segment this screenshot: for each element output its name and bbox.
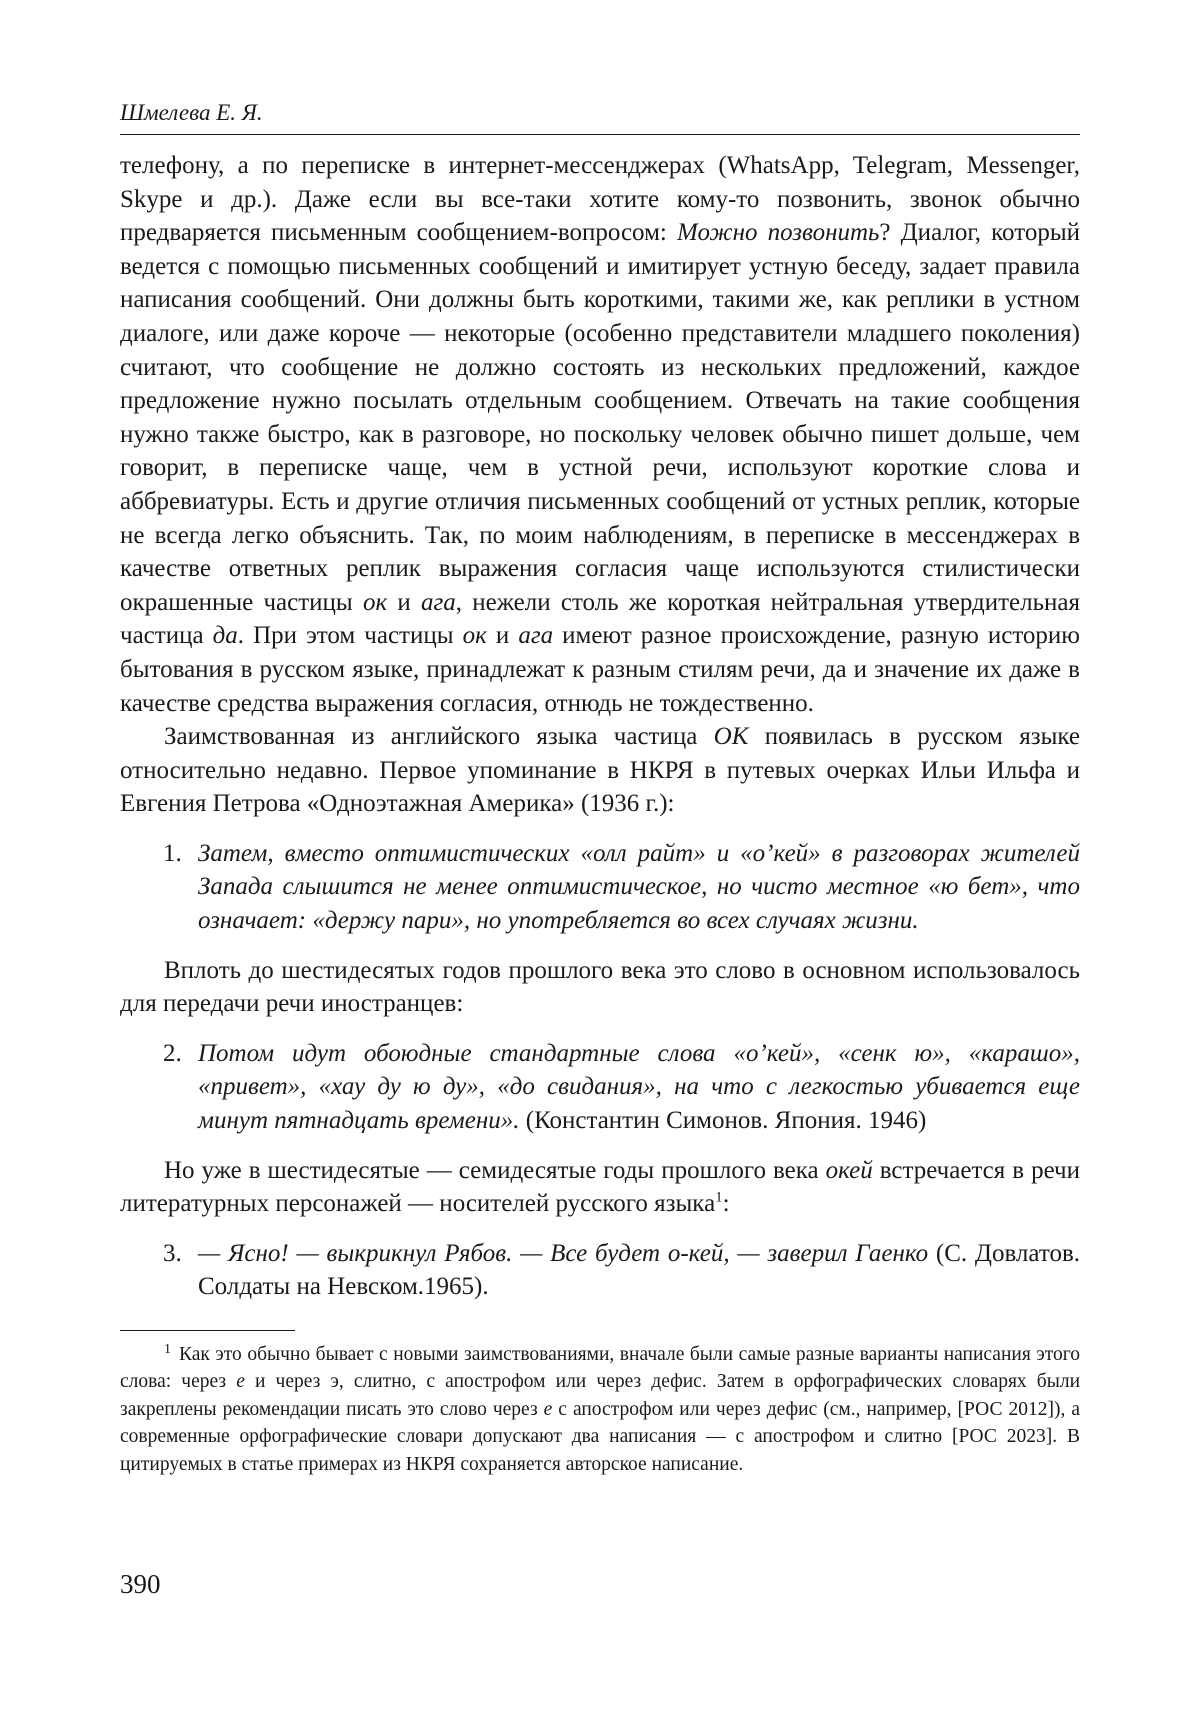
- paragraph-text: имеют разное происхождение, разную историю бытования в русском языке, принадлежат к разным стилям речи, да и значение их даже в качестве средства выражения согласия, отнюдь не тождественно.: [120, 622, 1080, 717]
- example-source: (Константин Симонов. Япония. 1946): [519, 1107, 927, 1135]
- example-1: [120, 837, 1080, 938]
- example-number: 2.: [163, 1039, 182, 1067]
- emphasis-text: Потом идут обоюдные стандартные слова «о’кей», «сенк ю», «карашо», «привет», «хау ду ю ду», «до свидания», на что с легкостью убивается еще минут пятнадцать времени».: [198, 1039, 1080, 1135]
- paragraph-text: ? Диалог, который ведется с помощью письменных сообщений и имитирует устную беседу, задает правила написания сообщений. Они должны быть короткими, такими же, как реплики в устном диалоге, или даже короче — некоторые (особенно представители младшего поколения) считают, что сообщение не должно состоять из нескольких предложений, каждое предложение нужно посылать отдельным сообщением. Отвечать на такие сообщения нужно также быстро, как в разговоре, но поскольку человек обычно пишет дольше, чем говорит, в переписке чаще, чем в устной речи, используют короткие слова и аббревиатуры. Есть и другие отличия письменных сообщений от устных реплик, которые не всегда легко объяснить. Так, по моим наблюдениям, в переписке в мессенджерах в качестве ответных реплик выражения согласия чаще используются стилистически окрашенные частицы: [120, 219, 1080, 616]
- paragraph-text: и: [387, 588, 422, 616]
- footnote-text: с апострофом или через дефис (см., например, [РОС 2012]), а современные орфографические словари допускают два написания — с апострофом и слитно [РОС 2023]. В цитируемых в статье примерах из НКРЯ сохраняется авторское написание.: [120, 1398, 1080, 1475]
- paragraph-text: и: [486, 622, 519, 650]
- example-text: [198, 1037, 1080, 1138]
- example-source: (С. Довлатов. Солдаты на Невском.1965).: [198, 1239, 1080, 1301]
- emphasis-text: ага: [518, 622, 554, 650]
- footnote-text: Как это обычно бывает с новыми заимствованиями, вначале были самые разные варианты написания этого слова: через: [120, 1344, 1080, 1393]
- emphasis-text: OK: [713, 723, 749, 751]
- footnote-reference[interactable]: 1: [715, 1189, 723, 1206]
- paragraph-text: , нежели столь же короткая нейтральная утвердительная частица: [120, 588, 1080, 650]
- page-number: 390: [120, 1569, 161, 1599]
- emphasis-text: е: [236, 1371, 245, 1393]
- page-content: [120, 98, 1080, 1478]
- paragraph-text: . При этом частицы: [237, 622, 463, 650]
- paragraph-text: встречается в речи литературных персонажей — носителей русского языка: [120, 1156, 1080, 1218]
- paragraph-text: :: [722, 1190, 730, 1218]
- example-number: 1.: [163, 839, 182, 867]
- article-body: [120, 149, 1080, 1304]
- emphasis-text: ага: [421, 588, 456, 616]
- running-head-author: Шмелева Е. Я.: [120, 98, 1080, 135]
- paragraph-messaging: [120, 149, 1080, 720]
- paragraph-ok-origin: [120, 720, 1080, 821]
- emphasis-text: да: [212, 622, 238, 650]
- paragraph-sixties: Вплоть до шестидесятых годов прошлого века это слово в основном использовалось для передачи речи иностранцев:: [120, 956, 1080, 1018]
- emphasis-text: ок: [462, 622, 487, 650]
- emphasis-text: Затем, вместо оптимистических «олл райт» и «о’кей» в разговорах жителей Запада слышится не менее оптимистическое, но чисто местное «ю бет», что означает: «держу пари», но употребляется во всех случаях жизни.: [198, 839, 1080, 935]
- footnote-mark: 1: [164, 1341, 171, 1357]
- paragraph-text: появилась в русском языке относительно недавно. Первое упоминание в НКРЯ в путевых очерках Ильи Ильфа и Евгения Петрова «Одноэтажная Америка» (1936 г.):: [120, 723, 1080, 818]
- emphasis-text: Можно позвонить: [676, 219, 880, 247]
- emphasis-text: ок: [362, 588, 388, 616]
- footnote-divider: [120, 1330, 295, 1331]
- emphasis-text: е: [543, 1398, 553, 1420]
- example-text: [198, 1237, 1080, 1304]
- paragraph-text: Заимствованная из английского языка частица: [164, 723, 714, 751]
- paragraph-seventies: [120, 1154, 1080, 1221]
- footnote-text: и через э, слитно, с апострофом или через дефис. Затем в орфографических словарях были закреплены рекомендации писать это слово через: [120, 1371, 1080, 1420]
- emphasis-text: — Ясно! — выкрикнул Рябов. — Все будет о-кей, — заверил Гаенко: [198, 1239, 929, 1267]
- paragraph-text: телефону, а по переписке в интернет-мессенджерах (WhatsApp, Telegram, Messenger, Skype и др.). Даже если вы все-таки хотите кому-то позвонить, звонок обычно предваряется письменным сообщением-вопросом:: [120, 152, 1080, 247]
- footnote-1: [120, 1341, 1080, 1478]
- paragraph-text: Но уже в шестидесятые — семидесятые годы прошлого века: [164, 1156, 826, 1184]
- example-text: [198, 837, 1080, 938]
- example-3: [120, 1237, 1080, 1304]
- example-number: 3.: [163, 1239, 182, 1267]
- emphasis-text: окей: [825, 1156, 873, 1184]
- example-2: [120, 1037, 1080, 1138]
